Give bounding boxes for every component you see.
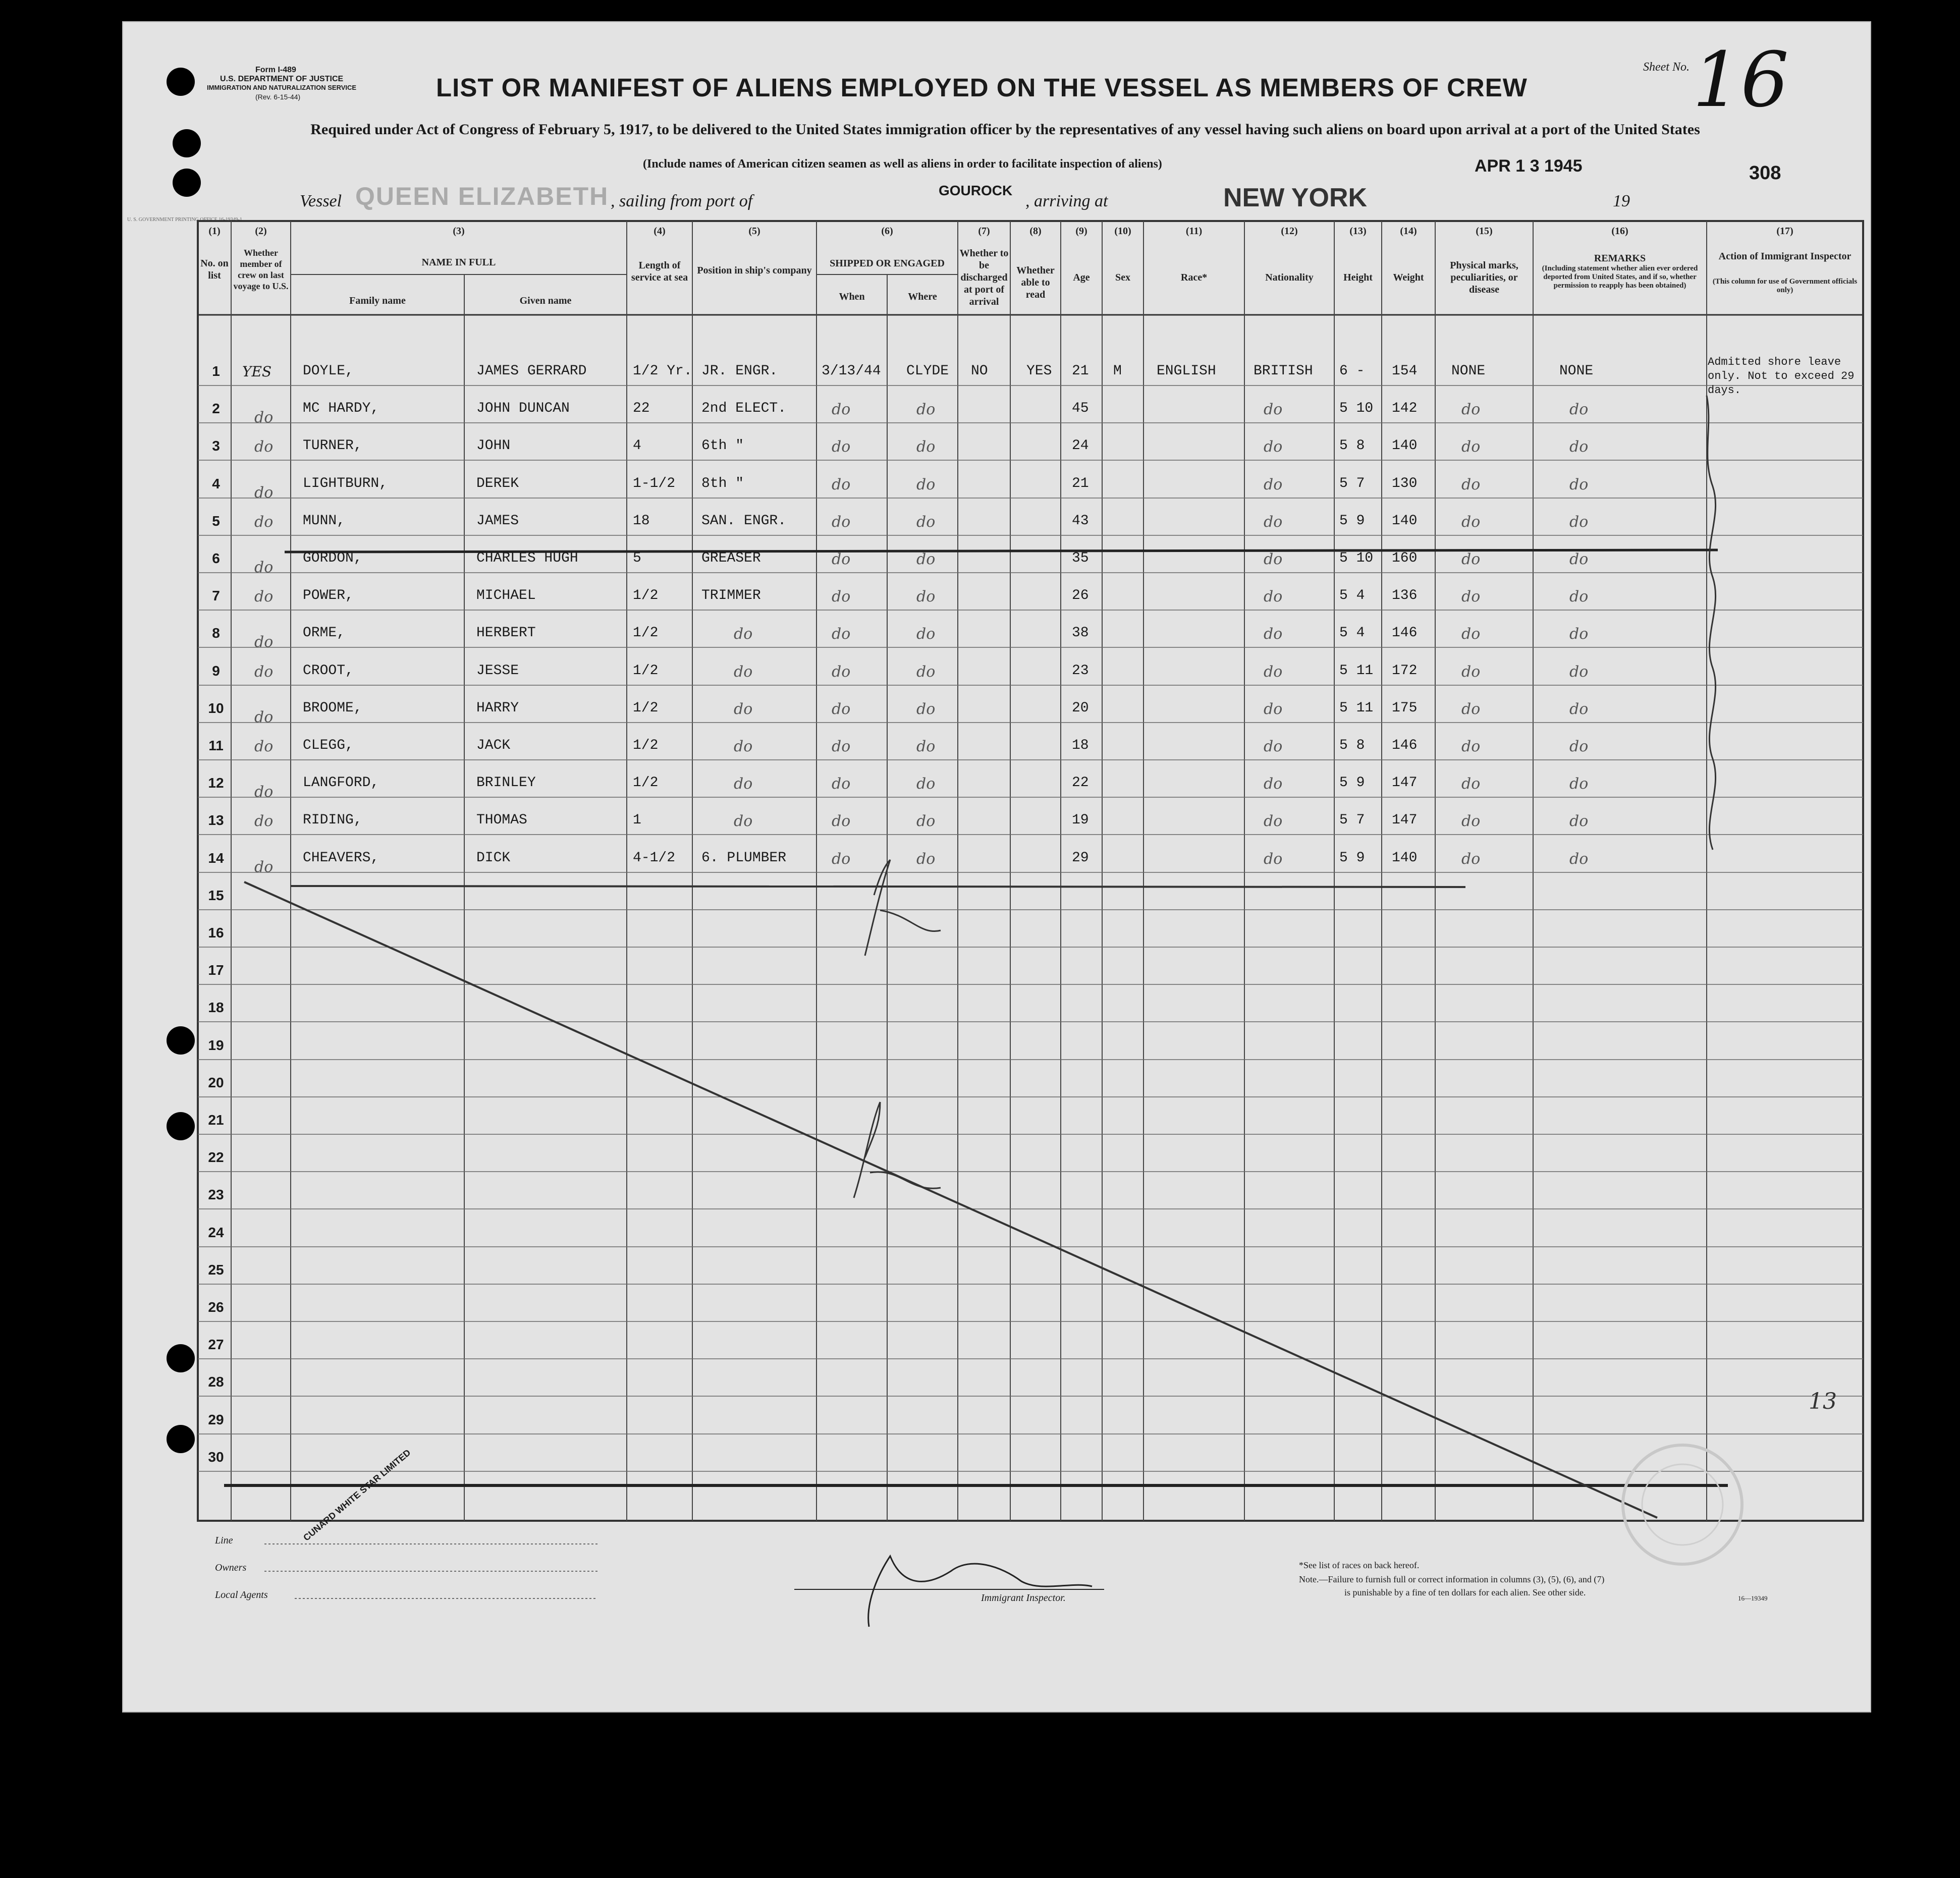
- row-number: 5: [212, 513, 220, 529]
- ditto-physical: do: [1461, 513, 1481, 531]
- row-number: 13: [208, 812, 224, 828]
- cell-height: 5 8: [1339, 438, 1365, 454]
- ditto-where: do: [916, 625, 936, 643]
- cell-length: 4-1/2: [633, 850, 676, 866]
- ditto-nationality: do: [1264, 550, 1283, 568]
- form-title: LIST OR MANIFEST OF ALIENS EMPLOYED ON THE VESSEL AS MEMBERS OF CREW: [436, 73, 1528, 102]
- ditto-when: do: [832, 700, 851, 718]
- cell-weight: 140: [1392, 513, 1418, 529]
- ditto-where: do: [916, 700, 936, 718]
- cell-age: 24: [1072, 438, 1089, 454]
- ditto-crew-last: do: [254, 559, 274, 576]
- col-num-8: (8): [1029, 226, 1042, 237]
- col-num-6: (6): [881, 226, 893, 237]
- ditto-when: do: [832, 625, 851, 643]
- cell-position: 8th ": [701, 476, 744, 491]
- ditto-remarks: do: [1569, 550, 1589, 568]
- ditto-position: do: [734, 625, 753, 643]
- cell-length: 18: [633, 513, 650, 529]
- cell-height: 5 9: [1339, 513, 1365, 529]
- row-number: 29: [208, 1412, 224, 1427]
- cell-weight: 140: [1392, 438, 1418, 454]
- cell-age: 20: [1072, 700, 1089, 716]
- col-num-12: (12): [1281, 226, 1298, 237]
- cell-given: JOHN DUNCAN: [476, 401, 570, 416]
- form-code: 16—19349: [1738, 1594, 1768, 1602]
- cell-position: TRIMMER: [701, 588, 761, 603]
- cell-action: Admitted shore leave only. Not to exceed 29 days.: [1708, 356, 1855, 397]
- col-num-9: (9): [1075, 226, 1087, 237]
- header-height: Height: [1343, 272, 1373, 283]
- cell-family: CROOT,: [303, 663, 354, 679]
- ditto-nationality: do: [1264, 625, 1283, 643]
- page-number: 308: [1749, 162, 1781, 184]
- cell-read: YES: [1026, 363, 1052, 379]
- ditto-physical: do: [1461, 588, 1481, 605]
- cell-family: TURNER,: [303, 438, 362, 454]
- header-physical-marks: Physical marks, peculiarities, or disease: [1450, 260, 1518, 295]
- year-label: 19: [1613, 192, 1630, 210]
- sheet-number: 16: [1693, 36, 1789, 124]
- cell-height: 5 8: [1339, 738, 1365, 753]
- cell-discharged: NO: [971, 363, 988, 379]
- row-number: 18: [208, 1000, 224, 1015]
- row-number: 3: [212, 438, 220, 454]
- cell-length: 1/2: [633, 738, 659, 753]
- row-number: 1: [212, 363, 220, 379]
- header-name-in-full: NAME IN FULL: [421, 257, 496, 268]
- cell-position: SAN. ENGR.: [701, 513, 787, 529]
- header-remarks-sub: (Including statement whether alien ever ordered deported from United States, and if so, whether permission to reapply has been obtained): [1542, 264, 1698, 290]
- ditto-when: do: [832, 775, 851, 793]
- header-no-on-list: No. on list: [200, 258, 229, 281]
- cell-weight: 140: [1392, 850, 1418, 866]
- ditto-nationality: do: [1264, 588, 1283, 605]
- row-number: 6: [212, 550, 220, 566]
- ditto-where: do: [916, 438, 936, 456]
- header-discharged: Whether to be discharged at port of arrival: [959, 248, 1009, 307]
- ditto-remarks: do: [1569, 401, 1589, 418]
- cell-weight: 147: [1392, 812, 1418, 828]
- cell-weight: 130: [1392, 476, 1418, 491]
- ditto-physical: do: [1461, 476, 1481, 493]
- row-number: 16: [208, 925, 224, 941]
- cell-weight: 160: [1392, 550, 1418, 566]
- form-number: Form I-489: [255, 66, 296, 74]
- cell-height: 5 11: [1339, 663, 1374, 679]
- cell-family: CHEAVERS,: [303, 850, 379, 866]
- ditto-position: do: [734, 738, 753, 755]
- cell-where: CLYDE: [906, 363, 949, 379]
- cell-family: LIGHTBURN,: [303, 476, 388, 491]
- header-crew-last-voyage: Whether member of crew on last voyage to U.S.: [233, 248, 289, 291]
- cell-weight: 142: [1392, 401, 1418, 416]
- revision: (Rev. 6-15-44): [255, 93, 301, 101]
- cell-height: 6 -: [1339, 363, 1365, 379]
- ditto-remarks: do: [1569, 850, 1589, 868]
- header-where: Where: [908, 291, 937, 302]
- header-when: When: [839, 291, 865, 302]
- row-number: 25: [208, 1262, 224, 1278]
- cell-weight: 136: [1392, 588, 1418, 603]
- ditto-crew-last: do: [254, 663, 274, 681]
- cell-age: 45: [1072, 401, 1089, 416]
- vessel-name: QUEEN ELIZABETH: [355, 182, 609, 210]
- ditto-when: do: [832, 663, 851, 681]
- col-num-15: (15): [1476, 226, 1493, 237]
- ditto-position: do: [734, 700, 753, 718]
- ditto-nationality: do: [1264, 738, 1283, 755]
- cell-family: MC HARDY,: [303, 401, 379, 416]
- header-length-service: Length of service at sea: [631, 260, 688, 283]
- ditto-nationality: do: [1264, 850, 1283, 868]
- cell-length: 5: [633, 550, 641, 566]
- row-number: 19: [208, 1037, 224, 1053]
- ditto-remarks: do: [1569, 438, 1589, 456]
- note-races: *See list of races on back hereof.: [1299, 1560, 1420, 1570]
- header-remarks: REMARKS: [1594, 253, 1646, 264]
- ditto-when: do: [832, 550, 851, 568]
- ditto-when: do: [832, 476, 851, 493]
- ditto-crew-last: do: [254, 858, 274, 876]
- vessel-label: Vessel: [300, 192, 342, 210]
- ditto-remarks: do: [1569, 738, 1589, 755]
- ditto-where: do: [916, 513, 936, 531]
- ditto-remarks: do: [1569, 476, 1589, 493]
- ditto-physical: do: [1461, 438, 1481, 456]
- cell-family: DOYLE,: [303, 363, 354, 379]
- cell-family: MUNN,: [303, 513, 346, 529]
- cell-length: 1: [633, 812, 641, 828]
- cell-weight: 175: [1392, 700, 1418, 716]
- sheet-label: Sheet No.: [1643, 61, 1690, 74]
- cell-given: MICHAEL: [476, 588, 536, 603]
- row-number: 27: [208, 1337, 224, 1352]
- ditto-remarks: do: [1569, 513, 1589, 531]
- ditto-physical: do: [1461, 850, 1481, 868]
- required-text: Required under Act of Congress of February 5, 1917, to be delivered to the United States immigration officer by the representatives of any vessel having such aliens on board upon arrival at a port of the United States: [310, 121, 1700, 138]
- cell-height: 5 11: [1339, 700, 1374, 716]
- ditto-crew-last: do: [254, 588, 274, 605]
- ditto-when: do: [832, 401, 851, 418]
- cell-given: JAMES GERRARD: [476, 363, 587, 379]
- cell-age: 29: [1072, 850, 1089, 866]
- ditto-crew-last: do: [254, 812, 274, 830]
- header-weight: Weight: [1393, 272, 1424, 283]
- cell-length: 4: [633, 438, 641, 454]
- ditto-crew-last: do: [254, 438, 274, 456]
- col-num-4: (4): [654, 226, 666, 237]
- header-shipped-engaged: SHIPPED OR ENGAGED: [830, 258, 945, 269]
- ditto-remarks: do: [1569, 812, 1589, 830]
- cell-when: 3/13/44: [822, 363, 881, 379]
- cell-given: HARRY: [476, 700, 519, 716]
- row-number: 12: [208, 775, 224, 791]
- cell-given: JESSE: [476, 663, 519, 679]
- cell-length: 1/2: [633, 775, 659, 791]
- ditto-remarks: do: [1569, 663, 1589, 681]
- cell-family: RIDING,: [303, 812, 362, 828]
- service: IMMIGRATION AND NATURALIZATION SERVICE: [207, 84, 357, 91]
- cell-nationality: BRITISH: [1254, 363, 1313, 379]
- row-number: 23: [208, 1187, 224, 1202]
- ditto-remarks: do: [1569, 775, 1589, 793]
- arriving-label: , arriving at: [1025, 192, 1108, 210]
- cell-height: 5 4: [1339, 625, 1365, 641]
- local-agents-label: Local Agents: [215, 1589, 268, 1600]
- cell-length: 1-1/2: [633, 476, 676, 491]
- ditto-crew-last: do: [254, 513, 274, 531]
- cell-given: DEREK: [476, 476, 519, 491]
- ditto-physical: do: [1461, 550, 1481, 568]
- row-number: 7: [212, 588, 220, 603]
- ditto-when: do: [832, 850, 851, 868]
- row-number: 17: [208, 962, 224, 978]
- cell-physical: NONE: [1451, 363, 1486, 379]
- cell-height: 5 7: [1339, 476, 1365, 491]
- cell-position: JR. ENGR.: [701, 363, 778, 379]
- ditto-where: do: [916, 588, 936, 605]
- ditto-when: do: [832, 812, 851, 830]
- header-nationality: Nationality: [1265, 272, 1314, 283]
- row-number: 21: [208, 1112, 224, 1128]
- sailing-label: , sailing from port of: [611, 192, 753, 210]
- cell-age: 22: [1072, 775, 1089, 791]
- cell-height: 5 10: [1339, 550, 1374, 566]
- col-num-3: (3): [453, 226, 465, 237]
- ditto-crew-last: do: [254, 409, 274, 426]
- ditto-where: do: [916, 401, 936, 418]
- col-num-17: (17): [1776, 226, 1793, 237]
- col-num-16: (16): [1611, 226, 1628, 237]
- ditto-crew-last: do: [254, 738, 274, 755]
- header-family-name: Family name: [349, 295, 406, 306]
- col-num-1: (1): [208, 226, 221, 237]
- ditto-crew-last: do: [254, 484, 274, 502]
- cell-age: 18: [1072, 738, 1089, 753]
- ditto-nationality: do: [1264, 438, 1283, 456]
- cell-given: JOHN: [476, 438, 511, 454]
- header-position: Position in ship's company: [697, 265, 812, 276]
- row-number: 22: [208, 1149, 224, 1165]
- ditto-crew-last: do: [254, 633, 274, 651]
- cell-race: ENGLISH: [1157, 363, 1216, 379]
- ditto-nationality: do: [1264, 513, 1283, 531]
- margin-number: 13: [1809, 1389, 1837, 1414]
- ditto-physical: do: [1461, 775, 1481, 793]
- ditto-physical: do: [1461, 812, 1481, 830]
- row-number: 26: [208, 1299, 224, 1315]
- cell-height: 5 4: [1339, 588, 1365, 603]
- ditto-physical: do: [1461, 738, 1481, 755]
- cell-remarks: NONE: [1559, 363, 1594, 379]
- row-number: 24: [208, 1225, 224, 1240]
- row-number: 9: [212, 663, 220, 679]
- ditto-where: do: [916, 775, 936, 793]
- cell-weight: 147: [1392, 775, 1418, 791]
- cell-position: 2nd ELECT.: [701, 401, 787, 416]
- ditto-where: do: [916, 850, 936, 868]
- ditto-physical: do: [1461, 401, 1481, 418]
- gpo-imprint: U. S. GOVERNMENT PRINTING OFFICE 16-19349-1: [127, 217, 242, 223]
- ditto-position: do: [734, 775, 753, 793]
- cell-height: 5 9: [1339, 775, 1365, 791]
- cell-length: 1/2: [633, 625, 659, 641]
- ditto-remarks: do: [1569, 625, 1589, 643]
- row-number: 30: [208, 1449, 224, 1465]
- ditto-nationality: do: [1264, 812, 1283, 830]
- cell-height: 5 10: [1339, 401, 1374, 416]
- row-number: 28: [208, 1374, 224, 1390]
- cell-age: 23: [1072, 663, 1089, 679]
- row-number: 20: [208, 1075, 224, 1090]
- note-fine: is punishable by a fine of ten dollars for each alien. See other side.: [1344, 1587, 1586, 1597]
- ditto-physical: do: [1461, 663, 1481, 681]
- cell-age: 35: [1072, 550, 1089, 566]
- cell-given: BRINLEY: [476, 775, 536, 791]
- cell-given: CHARLES HUGH: [476, 550, 578, 566]
- row-number: 14: [208, 850, 224, 866]
- company-stamp: CUNARD WHITE STAR LIMITED: [301, 1447, 413, 1543]
- cell-family: POWER,: [303, 588, 354, 603]
- ditto-position: do: [734, 663, 753, 681]
- ditto-nationality: do: [1264, 401, 1283, 418]
- row-number: 4: [212, 476, 220, 491]
- date-stamp: APR 1 3 1945: [1475, 156, 1583, 176]
- ditto-when: do: [832, 738, 851, 755]
- cell-age: 43: [1072, 513, 1089, 529]
- header-action-sub: (This column for use of Government officials only): [1712, 278, 1858, 294]
- ditto-when: do: [832, 438, 851, 456]
- header-race: Race*: [1180, 272, 1208, 283]
- cell-given: THOMAS: [476, 812, 527, 828]
- cell-height: 5 7: [1339, 812, 1365, 828]
- cell-position: GREASER: [701, 550, 761, 566]
- col-num-14: (14): [1400, 226, 1417, 237]
- ditto-physical: do: [1461, 625, 1481, 643]
- ditto-remarks: do: [1569, 588, 1589, 605]
- ditto-where: do: [916, 812, 936, 830]
- departure-port: GOUROCK: [939, 183, 1013, 198]
- header-given-name: Given name: [519, 295, 572, 306]
- include-text: (Include names of American citizen seamen as well as aliens in order to facilitate inspection of aliens): [643, 157, 1162, 171]
- header-age: Age: [1073, 272, 1090, 283]
- cell-weight: 154: [1392, 363, 1418, 379]
- cell-weight: 146: [1392, 625, 1418, 641]
- row-number: 8: [212, 625, 220, 641]
- ditto-nationality: do: [1264, 476, 1283, 493]
- ditto-crew-last: do: [254, 708, 274, 726]
- cell-length: 1/2: [633, 663, 659, 679]
- ditto-position: do: [734, 812, 753, 830]
- ditto-where: do: [916, 550, 936, 568]
- cell-family: CLEGG,: [303, 738, 354, 753]
- cell-family: GORDON,: [303, 550, 362, 566]
- cell-weight: 172: [1392, 663, 1418, 679]
- cell-height: 5 9: [1339, 850, 1365, 866]
- cell-age: 38: [1072, 625, 1089, 641]
- cell-given: JAMES: [476, 513, 519, 529]
- cell-age: 19: [1072, 812, 1089, 828]
- line-label: Line: [215, 1535, 233, 1546]
- cell-given: JACK: [476, 738, 511, 753]
- ditto-crew-last: do: [254, 783, 274, 801]
- arrival-port: NEW YORK: [1223, 183, 1368, 212]
- ditto-nationality: do: [1264, 700, 1283, 718]
- manifest-sheet: [122, 21, 1871, 1713]
- col-num-7: (7): [978, 226, 990, 237]
- row-number: 2: [212, 401, 220, 416]
- cell-age: 21: [1072, 363, 1089, 379]
- header-able-to-read: Whether able to read: [1016, 265, 1055, 300]
- ditto-where: do: [916, 663, 936, 681]
- col-num-2: (2): [255, 226, 267, 237]
- inspector-label: Immigrant Inspector.: [981, 1592, 1066, 1604]
- cell-given: HERBERT: [476, 625, 536, 641]
- ditto-when: do: [832, 588, 851, 605]
- department: U.S. DEPARTMENT OF JUSTICE: [220, 75, 344, 83]
- col-num-11: (11): [1185, 226, 1203, 237]
- ditto-when: do: [832, 513, 851, 531]
- col-num-5: (5): [748, 226, 760, 237]
- ditto-physical: do: [1461, 700, 1481, 718]
- ditto-nationality: do: [1264, 775, 1283, 793]
- cell-length: 1/2: [633, 588, 659, 603]
- cell-sex: M: [1113, 363, 1122, 379]
- ditto-where: do: [916, 476, 936, 493]
- cell-crew-last: YES: [242, 363, 272, 380]
- row-number: 15: [208, 888, 224, 903]
- cell-family: ORME,: [303, 625, 346, 641]
- col-num-13: (13): [1349, 226, 1367, 237]
- note-failure: Note.—Failure to furnish full or correct information in columns (3), (5), (6), and (7): [1299, 1574, 1605, 1584]
- cell-age: 21: [1072, 476, 1089, 491]
- row-number: 10: [208, 700, 224, 716]
- ditto-remarks: do: [1569, 700, 1589, 718]
- cell-given: DICK: [476, 850, 511, 866]
- header-action: Action of Immigrant Inspector: [1718, 251, 1852, 262]
- owners-label: Owners: [215, 1562, 247, 1573]
- cell-family: BROOME,: [303, 700, 362, 716]
- row-number: 11: [208, 738, 224, 753]
- col-num-10: (10): [1114, 226, 1131, 237]
- cell-length: 1/2: [633, 700, 659, 716]
- cell-position: 6th ": [701, 438, 744, 454]
- ditto-nationality: do: [1264, 663, 1283, 681]
- cell-age: 26: [1072, 588, 1089, 603]
- header-sex: Sex: [1115, 272, 1130, 283]
- cell-weight: 146: [1392, 738, 1418, 753]
- cell-length: 1/2 Yr.: [633, 363, 692, 379]
- cell-family: LANGFORD,: [303, 775, 379, 791]
- cell-length: 22: [633, 401, 650, 416]
- cell-position: 6. PLUMBER: [701, 850, 787, 866]
- ditto-where: do: [916, 738, 936, 755]
